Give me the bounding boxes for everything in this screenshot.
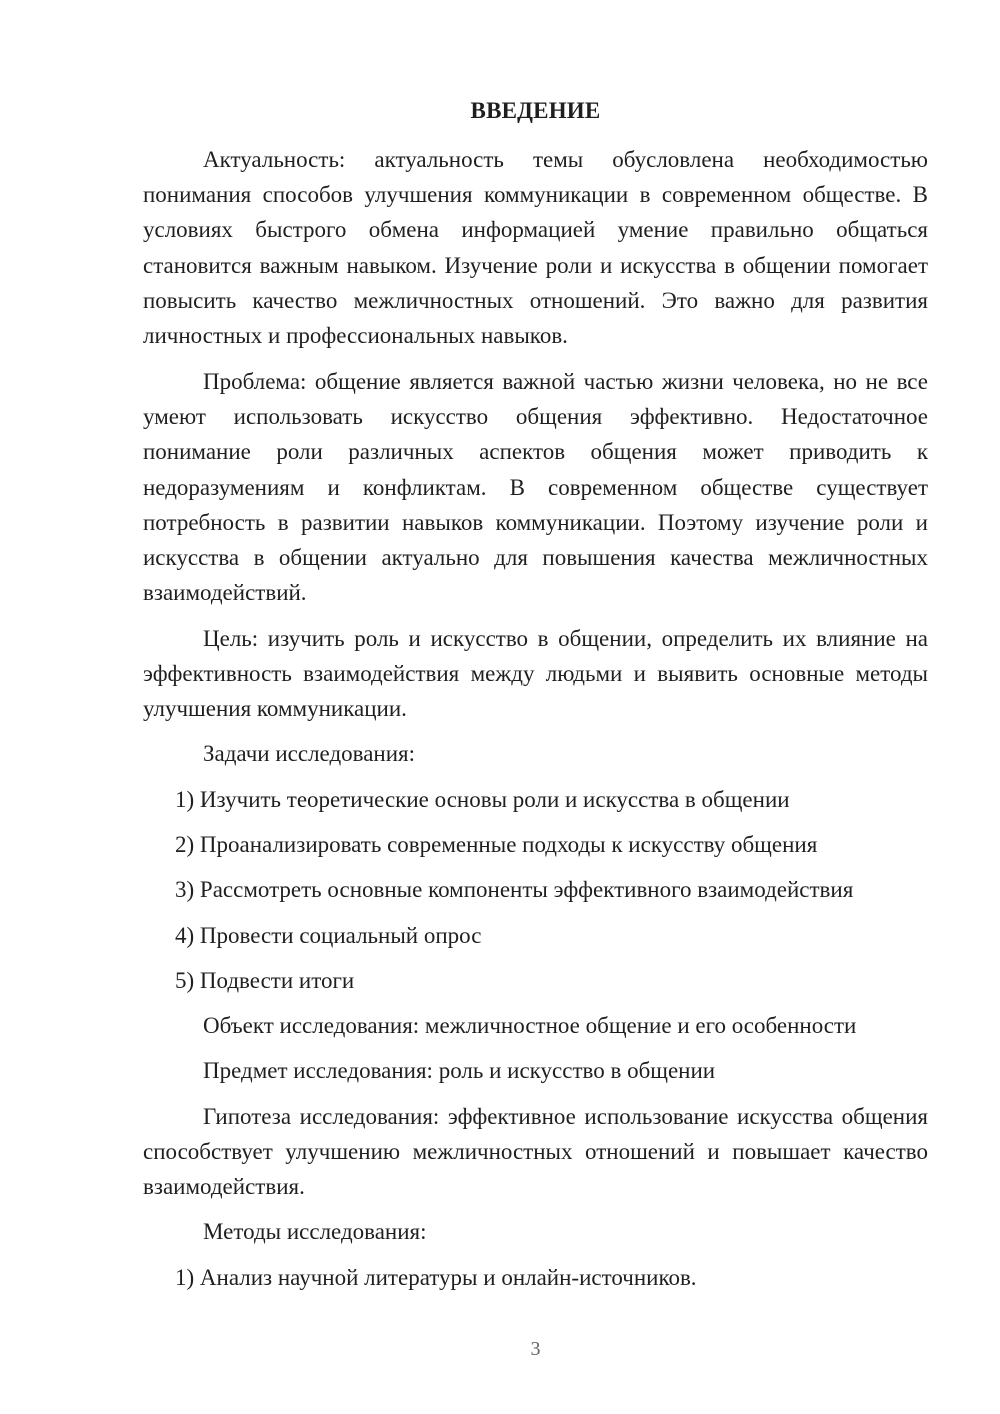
section-title: ВВЕДЕНИЕ: [470, 98, 601, 123]
task-item: 3) Рассмотреть основные компоненты эффективного взаимодействия: [175, 877, 854, 902]
page-number: 3: [530, 1338, 541, 1360]
task-item: 2) Проанализировать современные подходы к искусству общения: [175, 832, 818, 857]
research-subject: Предмет исследования: роль и искусство в общении: [203, 1058, 716, 1083]
problem-paragraph: Проблема: общение является важной частью жизни человека, но не все умеют использовать искусство общения эффективно. Недостаточное понимание роли различных аспектов общения может приводить к недоразумениям и конфликтам. В современном обществе существует потребность в развитии навыков коммуникации. Поэтому изучение роли и искусства в общении актуально для повышения качества межличностных взаимодействий.: [143, 369, 928, 606]
goal-paragraph: Цель: изучить роль и искусство в общении, определить их влияние на эффективность взаимодействия между людьми и выявить основные методы улучшения коммуникации.: [143, 626, 928, 722]
task-item: 1) Изучить теоретические основы роли и искусства в общении: [175, 787, 790, 812]
hypothesis-paragraph: Гипотеза исследования: эффективное использование искусства общения способствует улучшению межличностных отношений и повышает качество взаимодействия.: [143, 1104, 928, 1200]
tasks-heading: Задачи исследования:: [203, 741, 416, 766]
task-item: 4) Провести социальный опрос: [175, 923, 482, 948]
document-page: [143, 0, 928, 1414]
task-item: 5) Подвести итоги: [175, 968, 355, 993]
relevance-paragraph: Актуальность: актуальность темы обусловлена необходимостью понимания способов улучшения коммуникации в современном обществе. В условиях быстрого обмена информацией умение правильно общаться становится важным навыком. Изучение роли и искусства в общении помогает повысить качество межличностных отношений. Это важно для развития личностных и профессиональных навыков.: [143, 147, 928, 349]
method-item: 1) Анализ научной литературы и онлайн-источников.: [175, 1265, 697, 1290]
research-object: Объект исследования: межличностное общение и его особенности: [203, 1013, 857, 1038]
methods-heading: Методы исследования:: [203, 1219, 427, 1244]
